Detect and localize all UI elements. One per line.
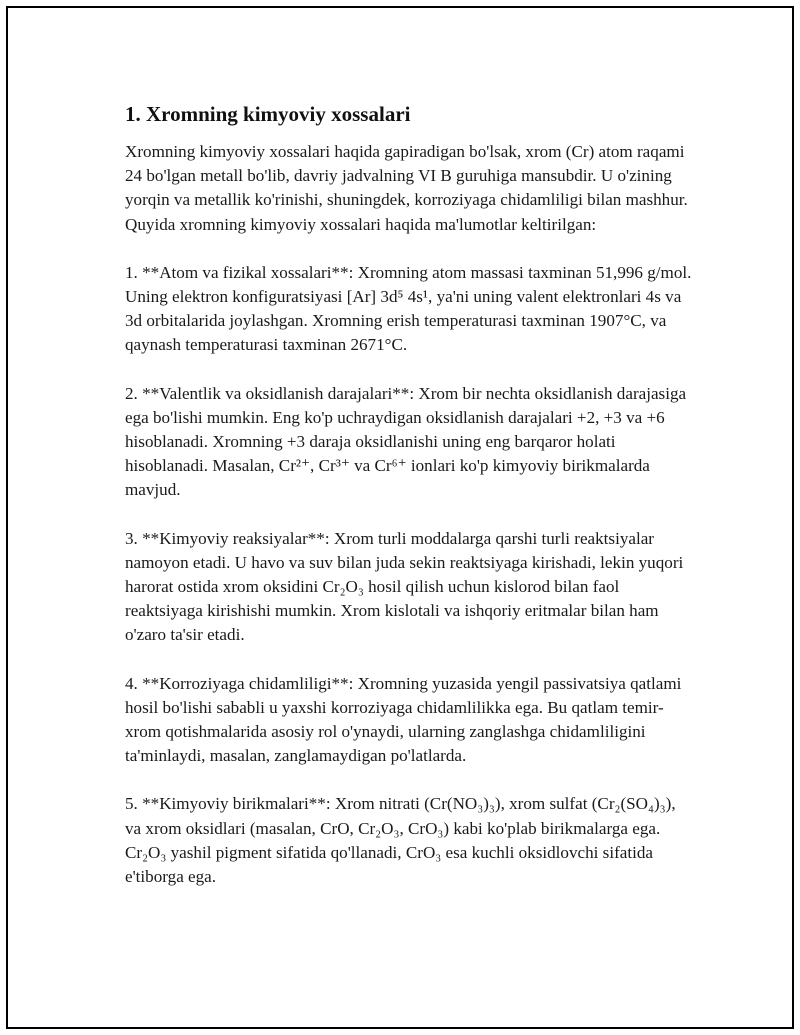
section-chemical-reactions: 3. **Kimyoviy reaksiyalar**: Xrom turli moddalarga qarshi turli reaktsiyalar namoyon etadi. U havo va suv bilan juda sekin reaktsiyaga kirishadi, lekin yuqori harorat ostida xrom oksidini Cr₂O₃ hosil qilish uchun kislorod bilan faol reaktsiyaga kirishishi mumkin. Xrom kislotali va ishqoriy eritmalar bilan ham o'zaro ta'sir etadi. — [125, 528, 684, 645]
page-frame — [6, 6, 794, 1029]
document-title: 1. Xromning kimyoviy xossalari — [125, 102, 411, 126]
section-chemical-compounds: 5. **Kimyoviy birikmalari**: Xrom nitrati (Cr(NO₃)₃), xrom sulfat (Cr₂(SO₄)₃), va xrom oksidlari (masalan, CrO, Cr₂O₃, CrO₃) kabi ko'plab birikmalarga ega. Cr₂O₃ yashil pigment sifatida qo'llanadi, CrO₃ esa kuchli oksidlovchi sifatida e'tiborga ega. — [125, 794, 676, 887]
section-corrosion-resistance: 4. **Korroziyaga chidamliligi**: Xromning yuzasida yengil passivatsiya qatlami hosil bo'lishi sababli u yaxshi korroziyaga chidamlilikka ega. Bu qatlam temir-xrom qotishmalarida asosiy rol o'ynaydi, ularning zanglashga chidamliligini ta'minlaydi, masalan, zanglamaydigan po'latlarda. — [125, 673, 682, 766]
section-valence-oxidation-states: 2. **Valentlik va oksidlanish darajalari**: Xrom bir nechta oksidlanish darajasiga ega bo'lishi mumkin. Eng ko'p uchraydigan oksidlanish darajalari +2, +3 va +6 hisoblanadi. Xromning +3 daraja oksidlanishi uning eng barqaror holati hisoblanadi. Masalan, Cr²⁺, Cr³⁺ va Cr⁶⁺ ionlari ko'p kimyoviy birikmalarda mavjud. — [125, 383, 687, 500]
intro-paragraph: Xromning kimyoviy xossalari haqida gapiradigan bo'lsak, xrom (Cr) atom raqami 24 bo'lgan metall bo'lib, davriy jadvalning VI B guruhiga mansubdir. U o'zining yorqin va metallik ko'rinishi, shuningdek, korroziyaga chidamliligi bilan mashhur. Quyida xromning kimyoviy xossalari haqida ma'lumotlar keltirilgan: — [125, 142, 688, 234]
section-atom-physical-properties: 1. **Atom va fizikal xossalari**: Xromning atom massasi taxminan 51,996 g/mol. Uning elektron konfiguratsiyasi [Ar] 3d⁵ 4s¹, ya'ni uning valent elektronlari 4s va 3d orbitalarida joylashgan. Xromning erish temperaturasi taxminan 1907°C, va qaynash temperaturasi taxminan 2671°C. — [125, 262, 692, 355]
document-body — [125, 100, 695, 889]
